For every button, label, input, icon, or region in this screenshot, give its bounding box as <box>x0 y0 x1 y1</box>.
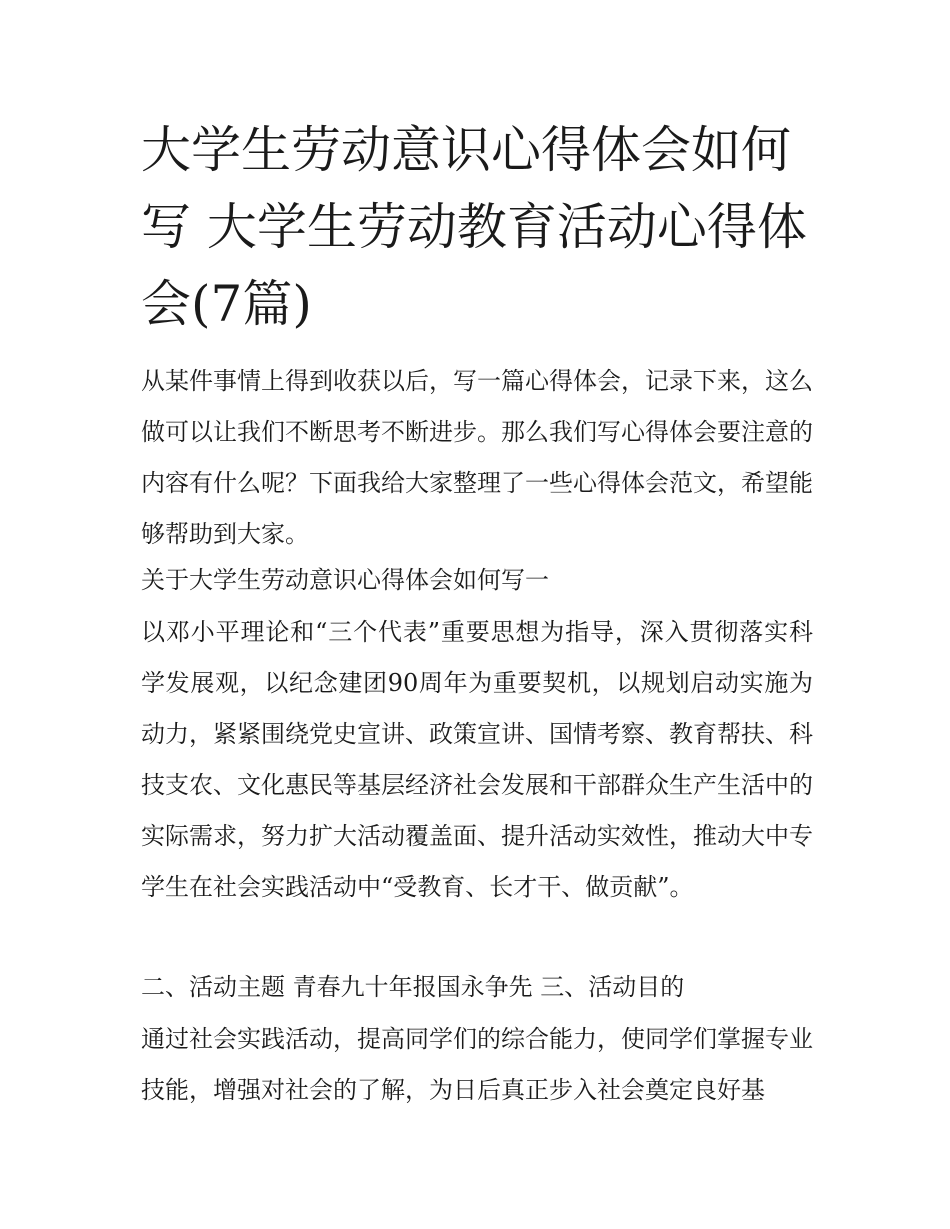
body-paragraph-2: 通过社会实践活动，提高同学们的综合能力，使同学们掌握专业技能，增强对社会的了解，为日后真正步入社会奠定良好基 <box>141 1025 813 1104</box>
body-paragraph-1: 以邓小平理论和“三个代表”重要思想为指导，深入贯彻落实科学发展观，以纪念建团90周年为重要契机，以规划启动实施为动力，紧紧围绕党史宣讲、政策宣讲、国情考察、教育帮扶、科技支农、文化惠民等基层经济社会发展和干部群众生产生活中的实际需求，努力扩大活动覆盖面、提升活动实效性，推动大中专学生在社会实践活动中“受教育、长才干、做贡献”。 <box>141 618 813 901</box>
document-title: 大学生劳动意识心得体会如何写 大学生劳动教育活动心得体会(7篇) <box>141 121 807 333</box>
sub-heading: 二、活动主题 青春九十年报国永争先 三、活动目的 <box>141 973 685 1001</box>
intro-paragraph: 从某件事情上得到收获以后，写一篇心得体会，记录下来，这么做可以让我们不断思考不断进步。那么我们写心得体会要注意的内容有什么呢？下面我给大家整理了一些心得体会范文，希望能够帮助到大家。 <box>141 367 813 548</box>
section-heading: 关于大学生劳动意识心得体会如何写一 <box>141 566 549 594</box>
